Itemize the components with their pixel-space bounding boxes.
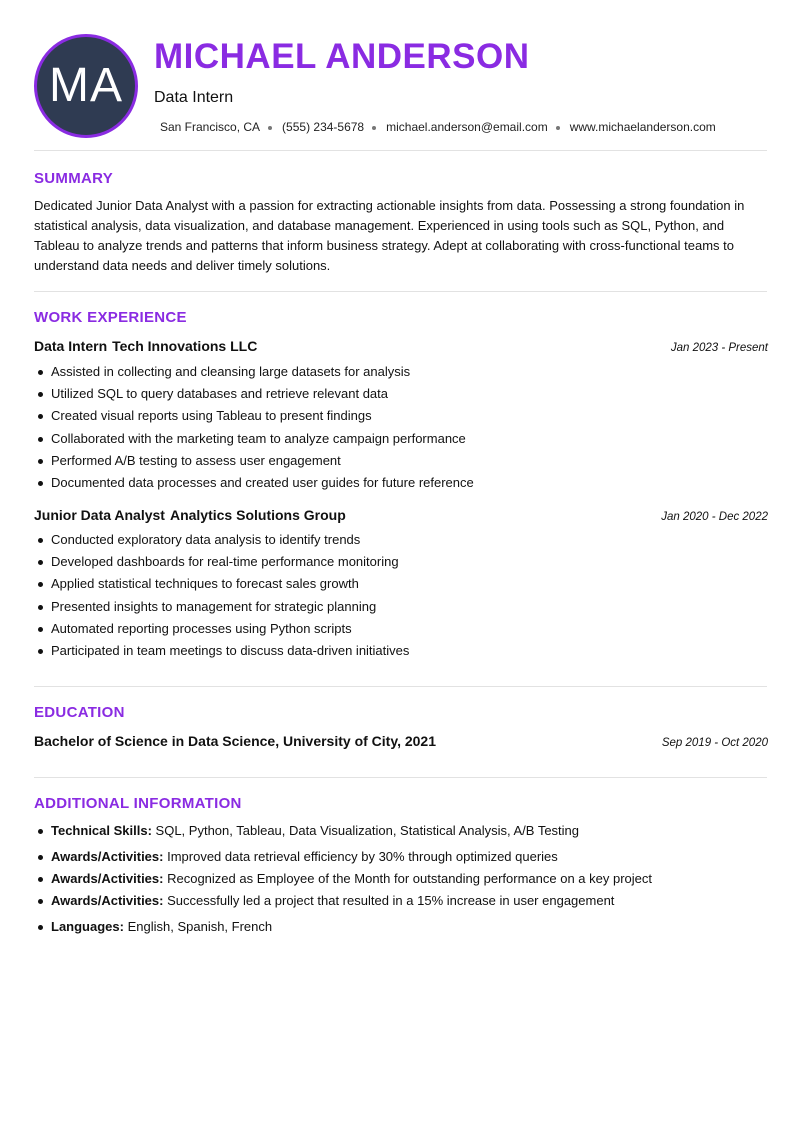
list-item: Created visual reports using Tableau to present findings [34, 405, 768, 427]
education-degree: Bachelor of Science in Data Science, University of City, 2021 [34, 733, 437, 749]
info-label: Awards/Activities: [51, 849, 164, 864]
education-heading: EDUCATION [34, 704, 125, 721]
job-position: Junior Data Analyst [34, 507, 165, 523]
divider [34, 686, 767, 687]
info-text: English, Spanish, French [127, 919, 273, 934]
job-bullet-list [34, 529, 768, 662]
list-item: Performed A/B testing to assess user engagement [34, 450, 768, 472]
list-item [34, 846, 768, 868]
list-item [34, 820, 768, 846]
info-text: Improved data retrieval efficiency by 30% through optimized queries [167, 849, 558, 864]
divider [34, 150, 767, 151]
list-item: Participated in team meetings to discuss data-driven initiatives [34, 640, 768, 662]
list-item [34, 916, 768, 938]
list-item: Automated reporting processes using Python scripts [34, 618, 768, 640]
avatar-initials: MA [49, 59, 123, 112]
avatar [34, 34, 138, 138]
contact-phone: (555) 234-5678 [282, 120, 365, 134]
education-dates: Sep 2019 - Oct 2020 [661, 737, 768, 749]
info-label: Languages: [51, 919, 124, 934]
list-item [34, 890, 768, 916]
additional-info-heading: ADDITIONAL INFORMATION [34, 795, 242, 812]
list-item: Presented insights to management for strategic planning [34, 596, 768, 618]
divider [34, 777, 767, 778]
summary-text: Dedicated Junior Data Analyst with a passion for extracting actionable insights from data. Possessing a strong foundation in statistical analysis, data visualization, and database management. Experienced in using tools such as SQL, Python, and Tableau to analyze trends and patterns that inform business strategy. Adept at collaborating with cross-functional teams to understand data needs and deliver timely solutions. [34, 198, 745, 273]
candidate-role: Data Intern [154, 89, 234, 106]
job-bullet-list [34, 361, 768, 494]
job-position: Data Intern [34, 338, 108, 354]
list-item: Collaborated with the marketing team to analyze campaign performance [34, 428, 768, 450]
info-label: Awards/Activities: [51, 893, 164, 908]
candidate-name: MICHAEL ANDERSON [154, 37, 530, 76]
list-item: Utilized SQL to query databases and retrieve relevant data [34, 383, 768, 405]
info-text: Recognized as Employee of the Month for outstanding performance on a key project [167, 871, 652, 886]
work-experience-heading: WORK EXPERIENCE [34, 309, 187, 326]
job-company: Tech Innovations LLC [112, 338, 258, 354]
job-header [34, 338, 768, 354]
list-item: Developed dashboards for real-time performance monitoring [34, 551, 768, 573]
list-item [34, 868, 768, 890]
separator-dot-icon [556, 126, 560, 130]
info-text: SQL, Python, Tableau, Data Visualization, Statistical Analysis, A/B Testing [155, 823, 580, 838]
contact-email[interactable]: michael.anderson@email.com [386, 120, 548, 134]
contact-website[interactable]: www.michaelanderson.com [569, 120, 716, 134]
job-company: Analytics Solutions Group [169, 507, 346, 523]
info-text: Successfully led a project that resulted in a 15% increase in user engagement [167, 893, 615, 908]
info-label: Awards/Activities: [51, 871, 164, 886]
list-item: Applied statistical techniques to forecast sales growth [34, 573, 768, 595]
list-item: Assisted in collecting and cleansing large datasets for analysis [34, 361, 768, 383]
summary-heading: SUMMARY [34, 170, 114, 187]
job-title [34, 507, 346, 523]
job-dates: Jan 2020 - Dec 2022 [661, 511, 768, 523]
contact-location: San Francisco, CA [160, 120, 261, 134]
separator-dot-icon [372, 126, 376, 130]
job-title [34, 338, 257, 354]
divider [34, 291, 767, 292]
education-entry [34, 733, 768, 749]
info-label: Technical Skills: [51, 823, 152, 838]
list-item: Documented data processes and created user guides for future reference [34, 472, 768, 494]
list-item: Conducted exploratory data analysis to identify trends [34, 529, 768, 551]
job-header [34, 507, 768, 523]
additional-info-list [34, 820, 768, 938]
separator-dot-icon [268, 126, 272, 130]
contact-bar [160, 120, 716, 134]
job-dates: Jan 2023 - Present [670, 342, 768, 354]
